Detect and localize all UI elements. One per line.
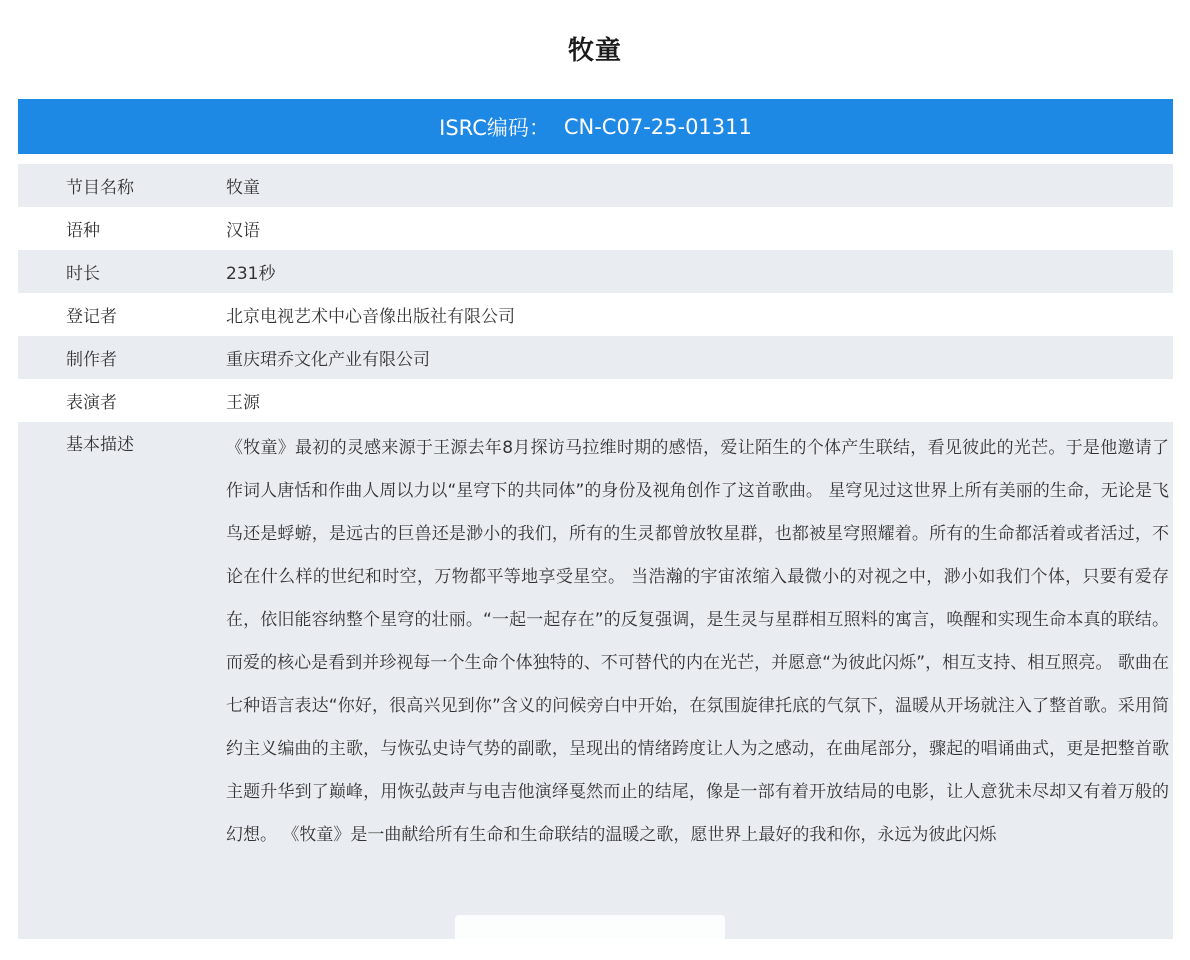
- watermark-overlay: [455, 915, 725, 945]
- table-row: [18, 336, 1173, 379]
- row-value: 北京电视艺术中心音像出版社有限公司: [226, 307, 515, 327]
- info-table: [18, 164, 1173, 939]
- table-row: [18, 379, 1173, 422]
- table-row: [18, 293, 1173, 336]
- row-label: 语种: [66, 221, 100, 241]
- table-row: [18, 250, 1173, 293]
- isrc-code: CN-C07-25-01311: [563, 114, 752, 139]
- page-title: 牧童: [567, 36, 622, 66]
- table-row: [18, 207, 1173, 250]
- row-value: 王源: [226, 393, 260, 413]
- isrc-label: ISRC编码：: [439, 115, 550, 140]
- table-row: [18, 164, 1173, 207]
- row-value: 重庆珺乔文化产业有限公司: [226, 350, 430, 370]
- row-label: 节目名称: [66, 178, 134, 198]
- row-label: 表演者: [66, 393, 117, 413]
- row-value: 汉语: [226, 221, 260, 241]
- row-value: 牧童: [226, 178, 260, 198]
- description-label: 基本描述: [66, 435, 134, 455]
- description-row: [18, 422, 1173, 939]
- row-label: 时长: [66, 264, 100, 284]
- row-label: 制作者: [66, 350, 117, 370]
- isrc-banner: [18, 99, 1173, 154]
- description-text: 《牧童》最初的灵感来源于王源去年8月探访马拉维时期的感悟，爱让陌生的个体产生联结，看见彼此的光芒。于是他邀请了作词人唐恬和作曲人周以力以“星穹下的共同体”的身份及视角创作了这首歌曲。 星穹见过这世界上所有美丽的生命，无论是飞鸟还是蜉蝣，是远古的巨兽还是渺小的我们，所有的生灵都曾放牧星群，也都被星穹照耀着。所有的生命都活着或者活过，不论在什么样的世纪和时空，万物都平等地享受星空。 当浩瀚的宇宙浓缩入最微小的对视之中，渺小如我们个体，只要有爱存在，依旧能容纳整个星穹的壮丽。“一起一起存在”的反复强调，是生灵与星群相互照料的寓言，唤醒和实现生命本真的联结。而爱的核心是看到并珍视每一个生命个体独特的、不可替代的内在光芒，并愿意“为彼此闪烁”，相互支持、相互照亮。 歌曲在七种语言表达“你好，很高兴见到你”含义的问候旁白中开始，在氛围旋律托底的气氛下，温暖从开场就注入了整首歌。采用简约主义编曲的主歌，与恢弘史诗气势的副歌，呈现出的情绪跨度让人为之感动，在曲尾部分，骤起的唱诵曲式，更是把整首歌主题升华到了巅峰，用恢弘鼓声与电吉他演绎戛然而止的结尾，像是一部有着开放结局的电影，让人意犹未尽却又有着万般的幻想。 《牧童》是一曲献给所有生命和生命联结的温暖之歌，愿世界上最好的我和你，永远为彼此闪烁: [226, 438, 1169, 845]
- row-value: 231秒: [226, 264, 276, 284]
- row-label: 登记者: [66, 307, 117, 327]
